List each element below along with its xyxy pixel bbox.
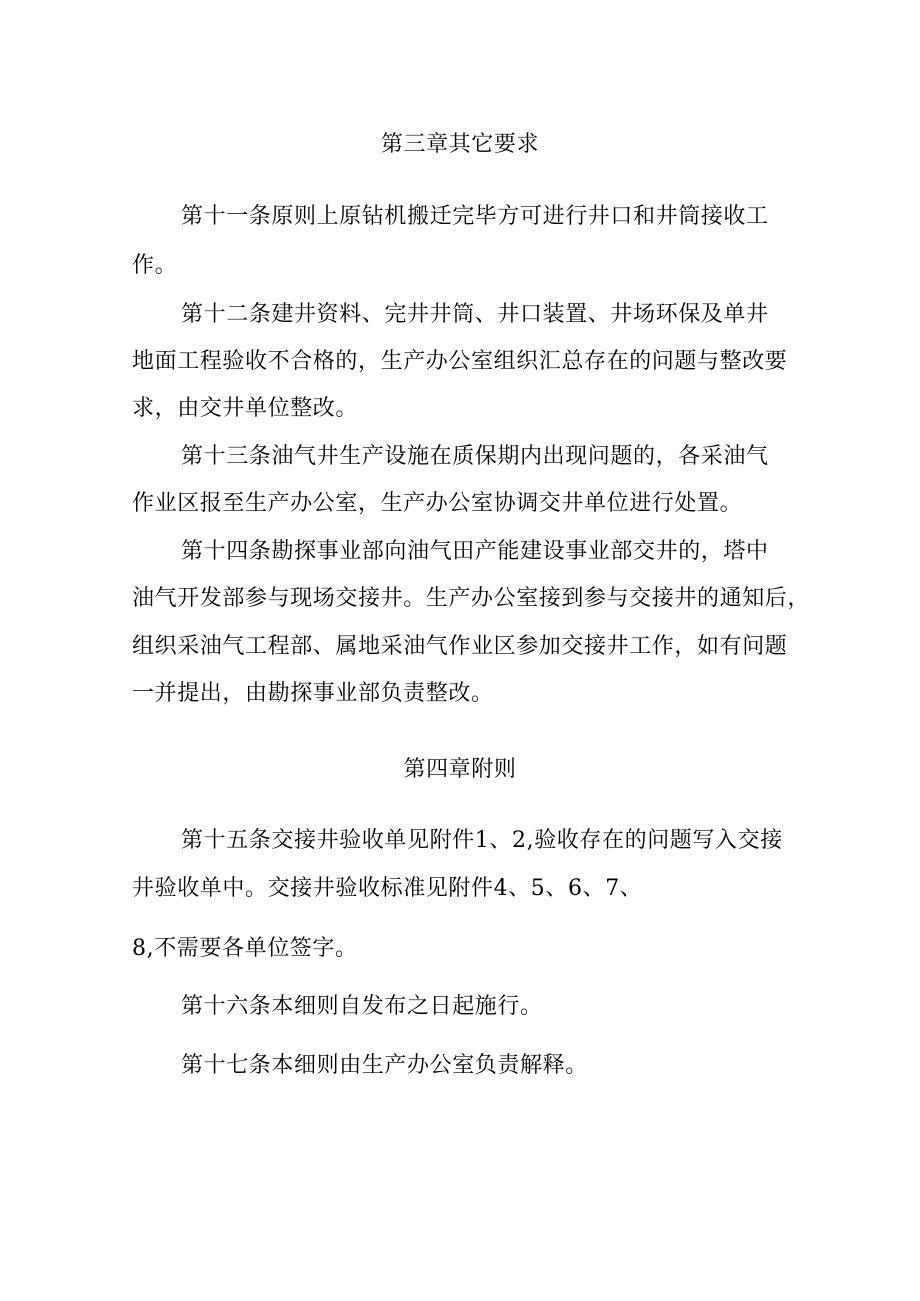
article-12-line-1: 第十二条建井资料、完井井筒、井口装置、井场环保及单井	[181, 302, 769, 327]
article-14-line-4: 一并提出，由勘探事业部负责整改。	[132, 681, 494, 706]
article-15-attachment-numbers-2: 4、5、6、7、	[493, 876, 643, 901]
article-15-line-1	[181, 826, 783, 856]
article-13-line-2: 作业区报至生产办公室，生产办公室协调交井单位进行处置。	[132, 491, 743, 516]
article-15-text-d: 不需要各单位签字。	[154, 936, 358, 961]
article-12-line-2: 地面工程验收不合格的，生产办公室组织汇总存在的问题与整改要	[132, 349, 788, 374]
article-14-line-2: 油气开发部参与现场交接井。生产办公室接到参与交接井的通知后，	[132, 586, 811, 611]
article-14-line-3: 组织采油气工程部、属地采油气作业区参加交接井工作，如有问题	[132, 634, 788, 659]
article-15-text-c: 井验收单中。交接井验收标准见附件	[132, 876, 494, 901]
article-11-line-2: 作。	[132, 253, 178, 278]
article-15-text-a: 第十五条交接井验收单见附件	[181, 828, 475, 853]
article-16: 第十六条本细则自发布之日起施行。	[181, 994, 543, 1019]
article-14-line-1: 第十四条勘探事业部向油气田产能建设事业部交井的，塔中	[181, 539, 769, 564]
article-12-line-3: 求，由交井单位整改。	[132, 396, 359, 421]
article-13-line-1: 第十三条油气井生产设施在质保期内出现问题的，各采油气	[181, 444, 769, 469]
article-15-text-b: 验收存在的问题写入交接	[534, 828, 783, 853]
article-15-line-2	[132, 874, 642, 904]
article-15-line-3	[132, 934, 358, 964]
article-17: 第十七条本细则由生产办公室负责解释。	[181, 1053, 588, 1078]
article-11-line-1: 第十一条原则上原钻机搬迁完毕方可进行井口和井筒接收工	[181, 204, 769, 229]
article-15-attachment-numbers-1: 1、2,	[474, 828, 535, 853]
article-15-attachment-numbers-3: 8,	[132, 936, 155, 961]
chapter-3-title: 第三章其它要求	[380, 132, 540, 157]
chapter-4-title: 第四章附则	[403, 757, 517, 782]
